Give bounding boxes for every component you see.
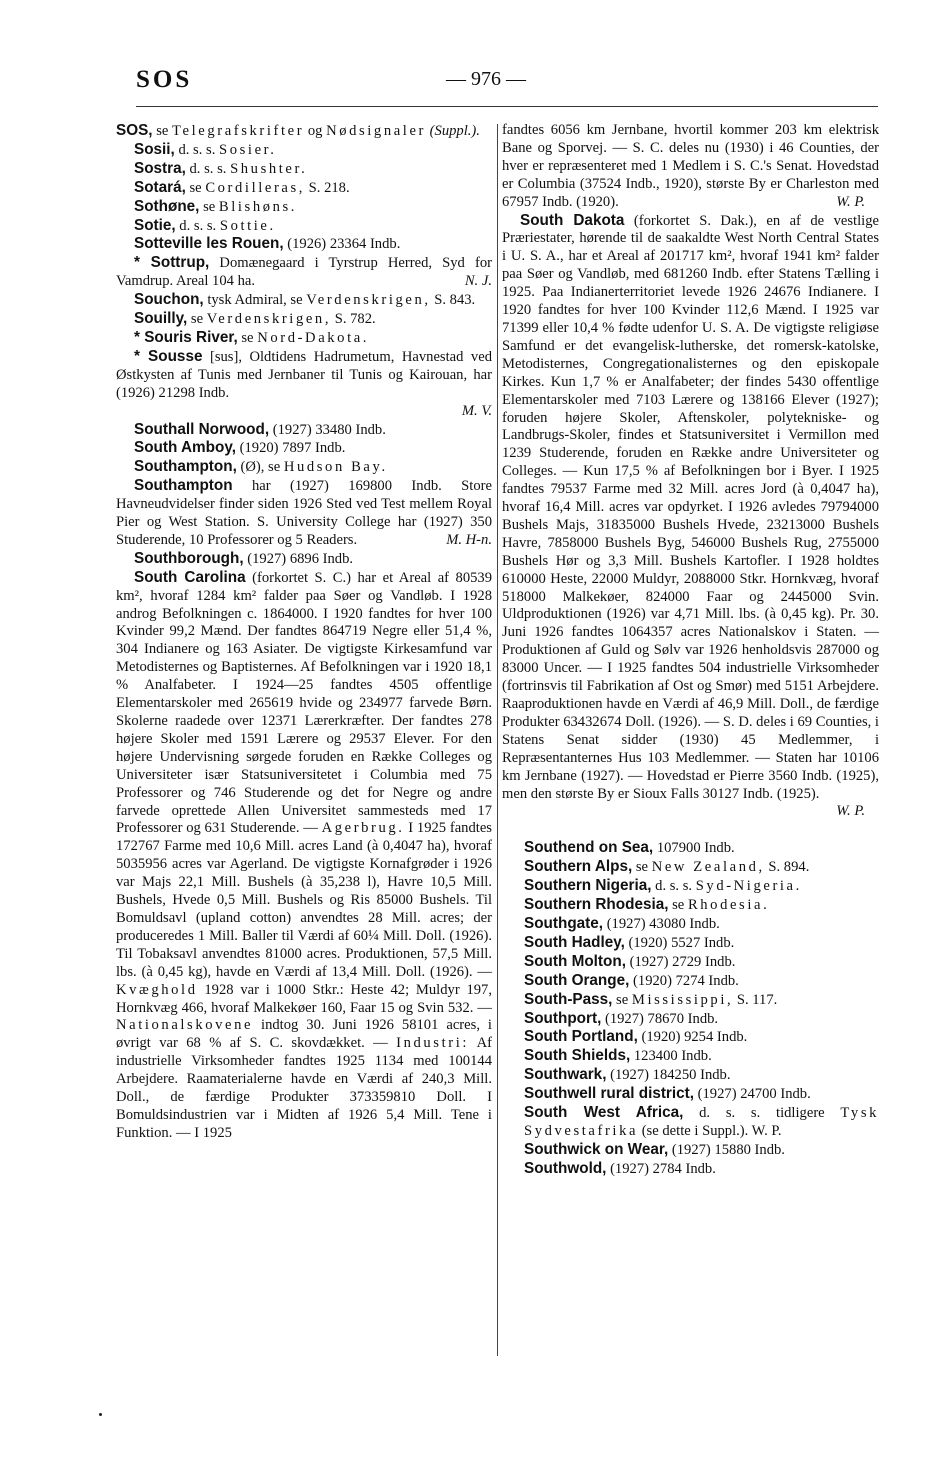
- list-entry: [502, 915, 879, 934]
- cross-reference: Sosier.: [219, 141, 277, 158]
- entry-text: tysk Admiral, se: [203, 292, 307, 309]
- headword: Sotará,: [134, 178, 186, 196]
- list-entry: [502, 934, 879, 953]
- entry-text: se: [152, 123, 173, 139]
- headword: Souilly,: [134, 310, 188, 328]
- list-entry: [502, 972, 879, 991]
- entry-text: (Ø), se: [236, 459, 284, 476]
- headword: * Sottrup,: [134, 254, 210, 272]
- list-entry: [502, 839, 879, 858]
- headword: Southport,: [524, 1009, 602, 1027]
- entry-text: d. s. s.: [174, 141, 220, 158]
- entry-text: se: [612, 991, 632, 1008]
- entry-sotara: [116, 179, 492, 198]
- list-entry: [502, 1141, 879, 1160]
- entry-text: se: [187, 311, 207, 328]
- headword: Southwell rural district,: [524, 1085, 694, 1103]
- entry-text: Af industrielle Virksomheder fandtes 1925 1134 med 100144 Arbejdere. Raamaterialerne havde en Værdi af 240,3 Mill. Doll., de færdige Produkter 373359810 Doll. I Bomuldsindustrien var i Midten af 1926 5,4 Mill. Tene i Funktion. — I 1925: [116, 1035, 492, 1141]
- cross-reference: Sottie.: [219, 217, 276, 234]
- section-label: Kvæghold: [116, 981, 198, 998]
- entry-southampton: [116, 477, 492, 550]
- right-column: [502, 122, 879, 1179]
- entry-sotie: [116, 217, 492, 236]
- list-entry: [502, 1047, 879, 1066]
- headword: South Dakota: [520, 211, 625, 229]
- entry-souilly: [116, 310, 492, 329]
- headword: * Souris River,: [134, 328, 238, 346]
- headword: Sothøne,: [134, 197, 200, 215]
- list-entry: [502, 991, 879, 1010]
- section-label: Nationalskovene: [116, 1017, 254, 1034]
- cross-reference: Nord-Dakota.: [257, 329, 370, 346]
- author-signature: N. J.: [464, 273, 492, 290]
- page-number: — 976 —: [446, 68, 526, 90]
- headword: Southall Norwood,: [134, 420, 270, 438]
- entry-text: (1920) 7274 Indb.: [629, 972, 739, 989]
- entry-text: d. s. s.: [175, 217, 220, 234]
- cross-reference: Telegrafskrifter: [172, 123, 305, 139]
- entry-text: indtog 30. Juni 1926 58101 acres, i øvrigt var 68 % af S. C. skovdækket. —: [116, 1017, 492, 1052]
- entry-text: d. s. s.: [185, 160, 231, 177]
- entry-text: (1927) 24700 Indb.: [694, 1086, 811, 1103]
- page-ref: S. 117.: [733, 991, 778, 1008]
- entry-text: (1927) 6896 Indb.: [243, 550, 354, 567]
- cross-reference: Tysk Sydvestafrika: [524, 1105, 879, 1139]
- list-entry: [502, 1010, 879, 1029]
- entry-text: har (1927) 169800 Indb. Store Havneudvidelser finder siden 1926 Sted ved Test mellem Royal Pier og West Station. S. University College har (1927) 350 Studerende, 10 Professorer og 5 Readers.: [116, 478, 492, 548]
- headword: * Sousse: [134, 347, 203, 365]
- cross-reference: Cordilleras,: [205, 179, 306, 196]
- entry-text: (1927) 33480 Indb.: [269, 421, 386, 438]
- list-entry: [502, 1028, 879, 1047]
- headword: Southborough,: [134, 549, 244, 567]
- headword: South Hadley,: [524, 933, 625, 951]
- entry-south-amboy: [116, 439, 492, 458]
- entry-text: (1927) 43080 Indb.: [603, 915, 720, 932]
- page-ref: S. 894.: [764, 859, 810, 876]
- page-ref: S. 843.: [430, 292, 476, 309]
- headword: Sosii,: [134, 140, 175, 158]
- entry-text: (forkortet S. C.) har et Areal af 80539 km², hvoraf 1284 km² falder paa Søer og Vandløb. I 1928 androg Befolkningen c. 1864000. I 1920 fandtes for hver 100 Kvinder 99,2 Mænd. Der fandtes 864719 Negre eller 51,4 %, 304 Indianere og 163 Asiater. De vigtigste Kirkesamfund var Metodisternes og Baptisternes. Af Befolkningen var i 1920 18,1 % Analfabeter. I 1924—25 fandtes 4505 offentlige Elementarskoler med 265619 hvide og 234977 farvede Børn. Skolerne raadede over 12371 Lærerkræfter. Der fandtes 278 højere Skoler med 1591 Lærere og 29537 Elever. For den højere Undervisning sørgede foruden en Række Colleges og Universiteter især Statsuniversitetet i Columbia med 75 Professorer og 746 Studerende og det for Negre og andre farvede oprettede Allen Universitet sammesteds med 17 Professorer og 631 Studerende. —: [116, 569, 493, 837]
- entry-text: se: [632, 859, 652, 876]
- cross-reference: Shushter.: [230, 160, 308, 177]
- author-signature: M. V.: [461, 402, 492, 419]
- column-divider: [497, 124, 498, 1356]
- headword: Southgate,: [524, 914, 604, 932]
- entry-sousse: [116, 348, 492, 421]
- page-ref: S. 782.: [331, 311, 376, 328]
- entry-south-dakota: [502, 212, 879, 822]
- list-entry: [502, 1066, 879, 1085]
- author-signature: W. P.: [836, 803, 865, 820]
- list-entry: [502, 877, 879, 896]
- entry-text: Domænegaard i Tyrstrup Herred, Syd for Vamdrup. Areal 104 ha.: [116, 255, 492, 290]
- entry-text: d. s. s.: [651, 878, 696, 895]
- entry-southampton-island: [116, 458, 492, 477]
- list-entry: [502, 1104, 879, 1141]
- page-ref: (se dette i Suppl.). W. P.: [638, 1122, 782, 1139]
- entry-text: se: [185, 179, 206, 196]
- cross-reference: Nødsignaler: [326, 123, 426, 139]
- entry-text: (forkortet S. Dak.), en af de vestlige Præriestater, hørende til de saakaldte West North Central States i U. S. A., har et Areal af 201717 km², hvoraf 1941 km² falder paa Søer og Vandløb, med 681260 Indb. efter Statens Tælling i 1925. Paa Indianerterritoriet levede 1926 24676 Indianere. I 1920 fandtes for hver 100 Kvinder 112,6 Mænd. I 1925 var 71399 eller 10,4 % fødte udenfor U. S. A. De vigtigste religiøse Samfund er det evangelisk-lutherske, det romersk-katolske, Metodisternes, Congregationalisternes og den episkopale Kirkes. Kun 1,7 % er Analfabeter; der findes 5430 offentlige Elementarskoler med 7103 Lærere og 138166 Elever (1927); foruden højere Skoler, Aftenskoler, polytekniske- og Landbrugs-Skoler, findes et Statsuniversitet i Vermillon med 1239 Studerende, foruden en Række andre Universiteter og Colleges. — Kun 17,5 % af Befolkningen bor i Byer. I 1925 fandtes 79537 Farme med 32 Mill. acres Jord (à 0,4047 ha), hvoraf 16,4 Mill. acres var opdyrket. I 1926 avledes 79794000 Bushels Majs, 31835000 Bushels Hvede, 23213000 Bushels Havre, 7858000 Bushels Byg, 546000 Bushels Rug, 2755000 Bushels Hør og 3,3 Mill. Bushels Kartofler. I 1928 holdtes 610000 Heste, 22000 Muldyr, 2088000 Stkr. Hornkvæg, hvoraf 518000 Malkekøer, 824000 Faar og 2445000 Svin. Uldproduktionen (1926) var 4,71 Mill. lbs. (à 0,45 kg). Pr. 30. Juni 1926 fandtes 1064357 acres Nationalskov i Staten. — Produktionen af Guld og Sølv var 1926 henholdsvis 287000 og 83000 Uncer. — I 1925 fandtes 504 industrielle Virksomheder (fortrinsvis til Fabrikation af Ost og Smør) med 5151 Arbejdere. Raaproduktionen havde en Værdi af 46,9 Mill. Doll., de færdige Produkter 63432674 Doll. (1926). — S. D. deles i 69 Counties, i Statens Senat sidder (1930) 45 Medlemmer, i Repræsentanternes Hus 103 Medlemmer. — Staten har 10106 km Jernbane (1927). — Hovedstad er Pierre 3560 Indb. (1925), men den største By er Sioux Falls 30127 Indb. (1925).: [502, 212, 879, 802]
- entry-sothone: [116, 198, 492, 217]
- entry-text: (1920) 9254 Indb.: [637, 1029, 748, 1046]
- cross-reference: Verdenskrigen,: [306, 292, 431, 309]
- headword: South Carolina: [134, 568, 246, 586]
- entry-text: (1927) 184250 Indb.: [606, 1067, 731, 1084]
- entry-text: (1927) 78670 Indb.: [601, 1010, 719, 1027]
- entry-text: d. s. s. tidligere: [683, 1105, 841, 1122]
- headword: South Portland,: [524, 1028, 638, 1046]
- supplement-note: (Suppl.).: [429, 123, 480, 139]
- headword: South Orange,: [524, 971, 630, 989]
- header-rule: [136, 106, 878, 107]
- list-entry: [502, 1160, 879, 1179]
- list-entry: [502, 858, 879, 877]
- entry-text: (1927) 2729 Indb.: [625, 953, 736, 970]
- author-signature: W. P.: [836, 193, 865, 210]
- headword: South Shields,: [524, 1047, 631, 1065]
- entry-southborough: [116, 550, 492, 569]
- headword: Southern Nigeria,: [524, 877, 652, 895]
- entry-text: (1927) 15880 Indb.: [668, 1141, 785, 1158]
- cross-reference: Mississippi,: [631, 991, 734, 1008]
- list-entry: [502, 953, 879, 972]
- headword: Sostra,: [134, 159, 186, 177]
- cross-reference: New Zealand,: [651, 859, 765, 876]
- entry-south-carolina: [116, 569, 492, 1143]
- entry-text: (1920) 5527 Indb.: [624, 934, 735, 951]
- headword: Souchon,: [134, 291, 204, 309]
- section-label: Industri:: [396, 1035, 470, 1052]
- headword: Southern Alps,: [524, 858, 633, 876]
- headword: Southend on Sea,: [524, 839, 654, 857]
- entry-text: 1928 var i 1000 Stkr.: Heste 42; Muldyr 197, Hornkvæg 466, hvoraf Malkekøer 160, Faar 15 og Svin 532. —: [116, 981, 492, 1016]
- headword: Southwick on Wear,: [524, 1140, 669, 1158]
- entry-text: I 1925 fandtes 172767 Farme med 10,6 Mill. acres Land (à 0,4047 ha), hvoraf 5035956 acres var Agerland. De vigtigste Kornafgrøder i 1926 var Majs 22,1 Mill. Bushels (à 35,238 l), Havre 10,5 Mill. Bushels, Hvede 0,5 Mill. Bushels og Ris 85000 Bushels. Til Bomuldsavl (upland cotton) anvendtes 28 Mill. acres; der produceredes 1 Mill. Baller til Værdi af 60¼ Mill. Doll. (1926). Til Tobaksavl anvendtes 81000 acres. Produktionen, 57,5 Mill. lbs. (à 0,45 kg), havde en Værdi af 13,4 Mill. Doll. (1926). —: [116, 820, 492, 980]
- headword: South Amboy,: [134, 439, 236, 457]
- entry-souris: [116, 329, 492, 348]
- entry-text: 123400 Indb.: [630, 1048, 712, 1065]
- headword: Sotie,: [134, 216, 176, 234]
- headword: Southwark,: [524, 1066, 607, 1084]
- author-signature: M. H-n.: [446, 531, 492, 548]
- headword: South Molton,: [524, 952, 626, 970]
- section-label: Agerbrug.: [321, 820, 405, 837]
- entry-sottrup: [116, 254, 492, 291]
- entry-sostra: [116, 160, 492, 179]
- entry-text: fandtes 6056 km Jernbane, hvortil kommer 203 km elektrisk Bane og Sporvej. — S. C. deles nu (1930) i 46 Counties, der hver er repræsenteret med 1 Medlem i S. C.'s Senat. Hovedstad er Columbia (37524 Indb., 1920), største By er Charleston med 67957 Indb. (1920).: [502, 122, 879, 210]
- entry-text: se: [237, 329, 258, 346]
- headword: Southern Rhodesia,: [524, 896, 669, 914]
- running-head: SOS: [136, 66, 193, 93]
- headword: Sotteville les Rouen,: [134, 235, 284, 253]
- entry-sotteville: [116, 235, 492, 254]
- cross-reference: Verdenskrigen,: [206, 311, 332, 328]
- entry-sosii: [116, 141, 492, 160]
- cross-reference: Hudson Bay.: [283, 459, 388, 476]
- entry-text: se: [199, 198, 219, 215]
- entry-text: se: [668, 897, 688, 914]
- entry-text: (1927) 2784 Indb.: [606, 1160, 716, 1177]
- list-entry: [502, 896, 879, 915]
- headword: Southwold,: [524, 1159, 607, 1177]
- cross-reference: Rhodesia.: [687, 897, 770, 914]
- entry-sos: SOS, se Telegrafskrifter og Nødsignaler (Suppl.).: [116, 122, 480, 139]
- headword: SOS,: [116, 122, 153, 139]
- headword: Southampton: [134, 477, 233, 495]
- entry-text: [sus], Oldtidens Hadrumetum, Havnestad ved Østkysten af Tunis med Jernbaner til Tunis og Kairouan, har (1926) 21298 Indb.: [116, 348, 492, 401]
- entry-southall: [116, 421, 492, 440]
- cross-reference: Syd-Nigeria.: [695, 878, 802, 895]
- headword: South-Pass,: [524, 990, 613, 1008]
- left-column: [116, 122, 492, 1143]
- entry-text: (1920) 7897 Indb.: [235, 440, 346, 457]
- list-entry: [502, 1085, 879, 1104]
- cross-reference: Blishøns.: [218, 198, 298, 215]
- entry-text: (1926) 23364 Indb.: [283, 236, 401, 253]
- page-header: [136, 66, 878, 102]
- entry-list: [502, 839, 879, 1178]
- entry-south-carolina-continued: [502, 122, 879, 212]
- margin-mark: [99, 1413, 102, 1416]
- page-ref: S. 218.: [305, 179, 350, 196]
- entry-souchon: [116, 291, 492, 310]
- headword: Southampton,: [134, 458, 237, 476]
- headword: South West Africa,: [524, 1104, 684, 1122]
- entry-text: 107900 Indb.: [653, 840, 735, 857]
